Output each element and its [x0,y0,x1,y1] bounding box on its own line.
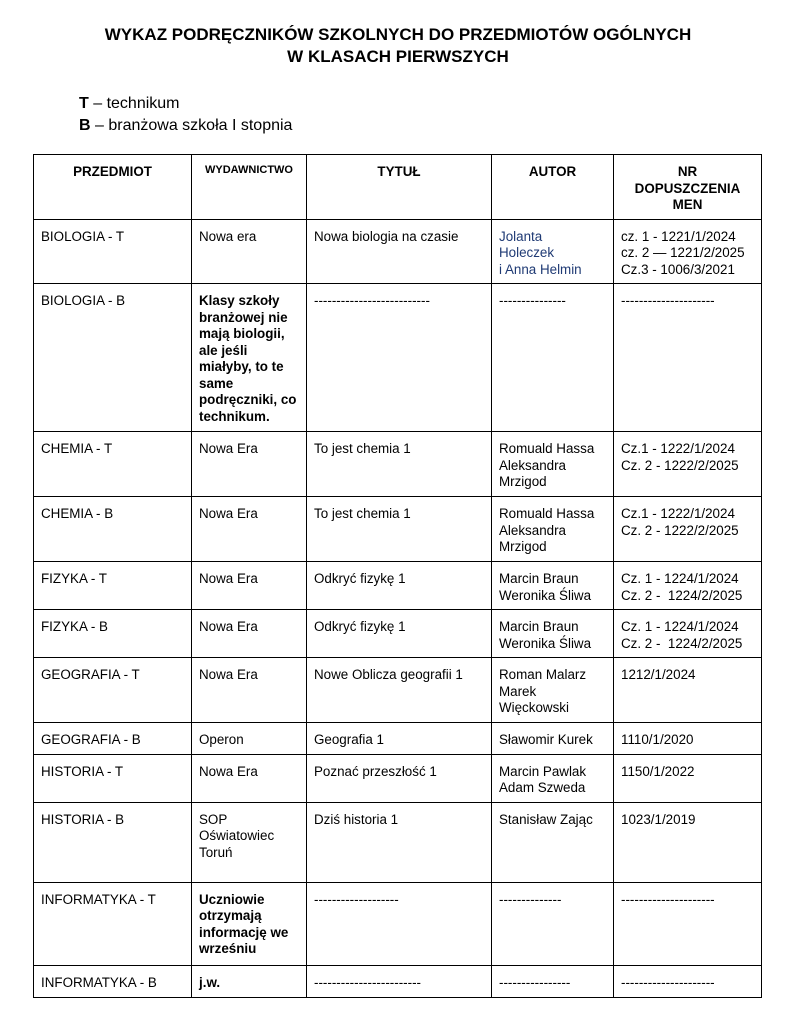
approval-number-line: Cz. 2 - 1222/2/2025 [621,457,739,473]
table-row [34,802,762,882]
author-line: Sławomir Kurek [499,732,593,747]
author-line: Weronika Śliwa [499,587,592,603]
cell-autor [492,610,614,658]
cell-przedmiot: HISTORIA - B [34,802,192,882]
cell-przedmiot: INFORMATYKA - T [34,882,192,965]
cell-wydawnictwo: Nowa Era [192,497,307,562]
cell-przedmiot: CHEMIA - T [34,432,192,497]
cell-nr-dopuszczenia [614,562,762,610]
cell-autor [492,497,614,562]
author-line: Marcin Braun [499,571,579,586]
cell-autor [492,802,614,882]
cell-wydawnictwo: Nowa Era [192,754,307,802]
cell-przedmiot: HISTORIA - T [34,754,192,802]
cell-tytul: Odkryć fizykę 1 [307,562,492,610]
approval-number-line: Cz. 2 - 1222/2/2025 [621,522,739,538]
cell-przedmiot: BIOLOGIA - B [34,284,192,432]
cell-wydawnictwo: Operon [192,723,307,755]
approval-number-line: cz. 1 - 1221/1/2024 [621,228,736,244]
cell-tytul: To jest chemia 1 [307,497,492,562]
author-line: Jolanta [499,228,543,244]
author-line: Romuald Hassa [499,441,595,456]
cell-wydawnictwo: Nowa Era [192,610,307,658]
approval-number-line: 1212/1/2024 [621,667,696,682]
approval-number-line: Cz. 2 - 1224/2/2025 [621,587,743,603]
table-row [34,965,762,997]
cell-nr-dopuszczenia [614,219,762,284]
author-line: Weronika Śliwa [499,635,592,651]
cell-przedmiot: GEOGRAFIA - T [34,658,192,723]
header-tytul: TYTUŁ [307,155,492,220]
approval-number-line: 1150/1/2022 [621,763,695,779]
author-line: Aleksandra [499,522,566,538]
author-line: Holeczek [499,245,555,260]
author-line: i Anna Helmin [499,261,582,277]
author-line: Marcin Braun [499,619,579,634]
table-row [34,432,762,497]
cell-autor [492,562,614,610]
cell-przedmiot: CHEMIA - B [34,497,192,562]
author-line: Romuald Hassa [499,506,595,521]
cell-nr-dopuszczenia [614,754,762,802]
cell-autor [492,965,614,997]
cell-wydawnictwo: SOP Oświatowiec Toruń [192,802,307,882]
author-line: Roman Malarz [499,667,587,682]
cell-wydawnictwo: j.w. [192,965,307,997]
cell-tytul: To jest chemia 1 [307,432,492,497]
cell-przedmiot: GEOGRAFIA - B [34,723,192,755]
cell-nr-dopuszczenia [614,658,762,723]
legend [79,93,292,137]
cell-wydawnictwo: Nowa Era [192,562,307,610]
author-line: Mrzigod [499,539,547,554]
cell-wydawnictwo: Uczniowie otrzymają informację we wrześniu [192,882,307,965]
cell-tytul: Odkryć fizykę 1 [307,610,492,658]
approval-number-line: 1023/1/2019 [621,811,696,827]
header-autor: AUTOR [492,155,614,220]
author-line: Marcin Pawlak [499,763,587,779]
cell-wydawnictwo: Nowa Era [192,432,307,497]
author-line: ---------------- [499,974,571,990]
cell-autor [492,754,614,802]
cell-autor [492,219,614,284]
author-line: Adam Szweda [499,780,586,795]
cell-tytul: Geografia 1 [307,723,492,755]
cell-nr-dopuszczenia [614,497,762,562]
approval-number-line: Cz. 2 - 1224/2/2025 [621,635,743,651]
header-wydawnictwo: WYDAWNICTWO [192,155,307,220]
approval-number-line: Cz. 1 - 1224/1/2024 [621,571,739,586]
approval-number-line: --------------------- [621,891,715,907]
title-line-1: WYKAZ PODRĘCZNIKÓW SZKOLNYCH DO PRZEDMIOTÓW OGÓLNYCH [104,25,692,44]
table-row [34,497,762,562]
approval-number-line: Cz.3 - 1006/3/2021 [621,261,735,277]
title-line-2: W KLASACH PIERWSZYCH [287,47,509,66]
cell-nr-dopuszczenia [614,723,762,755]
header-nr-dopuszczenia: NR DOPUSZCZENIA MEN [614,155,762,220]
author-line: Aleksandra [499,457,566,473]
author-line: Więckowski [499,700,569,715]
cell-nr-dopuszczenia [614,432,762,497]
approval-number-line: Cz.1 - 1222/1/2024 [621,506,735,521]
cell-przedmiot: INFORMATYKA - B [34,965,192,997]
cell-przedmiot: FIZYKA - B [34,610,192,658]
table-row [34,219,762,284]
table-row [34,562,762,610]
approval-number-line: --------------------- [621,293,715,308]
author-line: Stanisław Zając [499,811,593,827]
cell-autor [492,658,614,723]
approval-number-line: 1110/1/2020 [621,732,694,747]
cell-nr-dopuszczenia [614,965,762,997]
approval-number-line: Cz. 1 - 1224/1/2024 [621,619,739,634]
cell-tytul: Dziś historia 1 [307,802,492,882]
cell-autor [492,284,614,432]
author-line: Marek [499,683,537,699]
cell-tytul: ------------------- [307,882,492,965]
legend-item-t: T – technikum [79,95,180,112]
cell-wydawnictwo: Nowa era [192,219,307,284]
cell-nr-dopuszczenia [614,882,762,965]
table-row [34,754,762,802]
cell-wydawnictwo: Klasy szkoły branżowej nie mają biologii, ale jeśli miałyby, to te same podręczniki, co technikum. [192,284,307,432]
header-przedmiot: PRZEDMIOT [34,155,192,220]
approval-number-line: Cz.1 - 1222/1/2024 [621,441,735,456]
table-row [34,610,762,658]
cell-nr-dopuszczenia [614,284,762,432]
cell-nr-dopuszczenia [614,802,762,882]
cell-tytul: Poznać przeszłość 1 [307,754,492,802]
cell-wydawnictwo: Nowa Era [192,658,307,723]
textbook-table [33,154,762,998]
cell-autor [492,882,614,965]
author-line: --------------- [499,293,566,308]
legend-item-b: B – branżowa szkoła I stopnia [79,117,293,134]
approval-number-line: cz. 2 — 1221/2/2025 [621,245,745,260]
cell-tytul: ------------------------ [307,965,492,997]
cell-przedmiot: BIOLOGIA - T [34,219,192,284]
cell-autor [492,432,614,497]
cell-przedmiot: FIZYKA - T [34,562,192,610]
cell-tytul: Nowa biologia na czasie [307,219,492,284]
author-line: -------------- [499,891,562,907]
cell-autor [492,723,614,755]
cell-tytul: -------------------------- [307,284,492,432]
cell-tytul: Nowe Oblicza geografii 1 [307,658,492,723]
table-row [34,723,762,755]
author-line: Mrzigod [499,474,547,489]
table-row [34,882,762,965]
document-title [0,24,796,68]
cell-nr-dopuszczenia [614,610,762,658]
approval-number-line: --------------------- [621,974,715,990]
table-row [34,284,762,432]
table-row [34,658,762,723]
